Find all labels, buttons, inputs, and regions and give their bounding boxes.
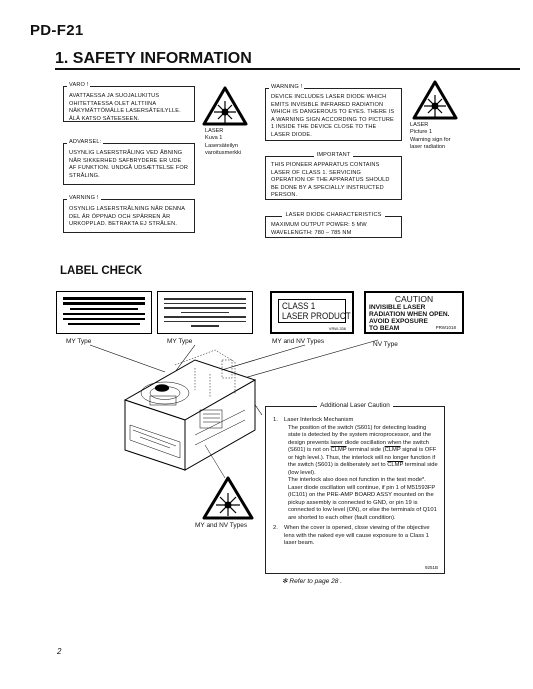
- laser-caption-fi-3: Lasersäteilyn: [205, 142, 238, 149]
- safety-section-title: 1. SAFETY INFORMATION: [55, 50, 252, 67]
- laser-caption-en-2: Picture 1: [410, 129, 433, 136]
- type-my-nv-bottom: MY and NV Types: [195, 522, 248, 529]
- caution-line3: RADIATION WHEN OPEN.: [369, 311, 450, 318]
- advarsel-text: USYNLIG LASERSTRÅLING VED ÅBNING NÅR SIKKERHED SAFBRYDERE ER UDE AF FUNKTION. UNDGÅ UDSÆTTELSE FOR STRÅLING.: [69, 150, 189, 179]
- item1-para1: The position of the switch (S601) for detecting loading state is detected by the system microprocessor, and the design prevents laser diode oscillation when the switch (S601) is not on CLMP terminal side (CLMP signal is OFF or high level.). Thus, the interlock will no longer function if the switch (S601) is deliberately set to CLMP terminal side (low level).: [288, 424, 438, 476]
- additional-caution-title: Additional Laser Caution: [317, 402, 393, 409]
- item1-head: Laser Interlock Mechanism: [284, 417, 354, 423]
- type-nv: NV Type: [373, 341, 398, 348]
- ldc-title: LASER DIODE CHARACTERISTICS: [282, 212, 384, 218]
- item1-para3: Laser diode oscillation will continue, if pin 1 of M51593FP (IC101) on the PRE-AMP BOARD ASSY mounted on the pickup assembly is connected to GND, or pin 19 is connected to low level (ON), or else the terminals of Q101 are shorted to each other (fault condition).: [288, 484, 437, 521]
- warning-text: DEVICE INCLUDES LASER DIODE WHICH EMITS INVISIBLE INFRARED RADIATION WHICH IS DANGEROUS TO EYES. THERE IS A WARNING SIGN ACCORDING TO PICTURE 1 INSIDE THE DEVICE CLOSE TO THE LASER DIODE.: [271, 94, 395, 138]
- caution-line5: TO BEAM: [369, 325, 400, 332]
- class1-line2: LASER PRODUCT: [282, 311, 351, 322]
- caution-code-9251b: 9251B: [424, 565, 438, 570]
- warning-title: WARNING !: [271, 84, 303, 90]
- label-check-title: LABEL CHECK: [60, 265, 143, 277]
- important-title: IMPORTANT: [314, 152, 354, 158]
- caution-line4: AVOID EXPOSURE: [369, 318, 428, 325]
- laser-caption-en-3: Warning sign for: [410, 136, 451, 143]
- caution-line1: CAUTION: [394, 294, 434, 304]
- additional-caution-box: [265, 402, 445, 574]
- ldc-line1: MAXIMUM OUTPUT POWER: 5 MW: [271, 222, 367, 228]
- refer-note: ✻ Refer to page 28 .: [282, 578, 343, 585]
- item2-text: When the cover is opened, close viewing of the objective lens with the naked eye will cause exposure to a Class 1 laser beam.: [284, 525, 430, 546]
- laser-caption-fi-2: Kuva 1: [205, 135, 223, 142]
- caution-code: PRW1018: [435, 325, 456, 330]
- laser-caption-fi-4: varoitusmerkki: [205, 150, 242, 157]
- class1-line1: CLASS 1: [282, 301, 316, 312]
- additional-caution-text: 1. Laser Interlock Mechanism The position of the switch (S601) for detecting loading state is detected by the system microprocessor, and the design prevents laser diode oscillation when the switch (S601) is not on CLMP terminal side (CLMP signal is OFF or high level.). Thus, the interlock will no longer function if the switch (S601) is deliberately set to CLMP terminal side (low level). The interlock also does not function in the test mode*. Laser diode oscillation will continue, if pin 1 of M51593FP (IC101) on the PRE-AMP BOARD ASSY mounted on the pickup assembly is connected to GND, or pin 19 is connected to low level (ON), or else the terminals of Q101 are shorted to each other (fault condition). 2. When the cover is opened, close viewing of the objective lens with the naked eye will cause exposure to a Class 1 laser beam.: [273, 417, 438, 546]
- model-header: PD-F21: [30, 22, 84, 39]
- laser-caption-en-1: LASER: [410, 122, 429, 128]
- class1-code: VRW-336: [328, 326, 346, 331]
- laser-caption-fi-1: LASER: [205, 128, 224, 134]
- caution-line2: INVISIBLE LASER: [369, 304, 426, 311]
- advarsel-title: ADVARSEL:: [69, 139, 102, 145]
- varo-title: VARO !: [69, 82, 89, 88]
- type-my-nv: MY and NV Types: [272, 338, 325, 345]
- varning-text: OSYNLIG LASERSTRÅLNING NÄR DENNA DEL ÄR ÖPPNAD OCH SPÄRREN ÄR URKOPPLAD. BETRAKTA EJ STRÅLEN.: [69, 206, 185, 228]
- page-number: 2: [57, 647, 62, 656]
- varo-text: AVATTAESSA JA SUOJALUKITUS OHITETTAESSA OLET ALTTIINA NÄKYMÄTTÖMÄLLE LASERSÄTEILYLLE. ÄLÄ KATSO SÄTEESEEN.: [69, 93, 181, 122]
- important-text: THIS PIONEER APPARATUS CONTAINS LASER OF CLASS 1. SERVICING OPERATION OF THE APPARATUS SHOULD BE DONE BY A SPECIALLY INSTRUCTED PERSON.: [271, 162, 390, 199]
- type-my-1: MY Type: [66, 338, 92, 345]
- varning-title: VARNING !: [69, 195, 99, 201]
- ldc-line2: WAVELENGTH: 780 – 785 NM: [271, 229, 352, 236]
- type-my-2: MY Type: [167, 338, 193, 345]
- item1-para2: The interlock also does not function in the test mode*.: [288, 477, 426, 483]
- laser-caption-en-4: laser radiation: [410, 144, 446, 151]
